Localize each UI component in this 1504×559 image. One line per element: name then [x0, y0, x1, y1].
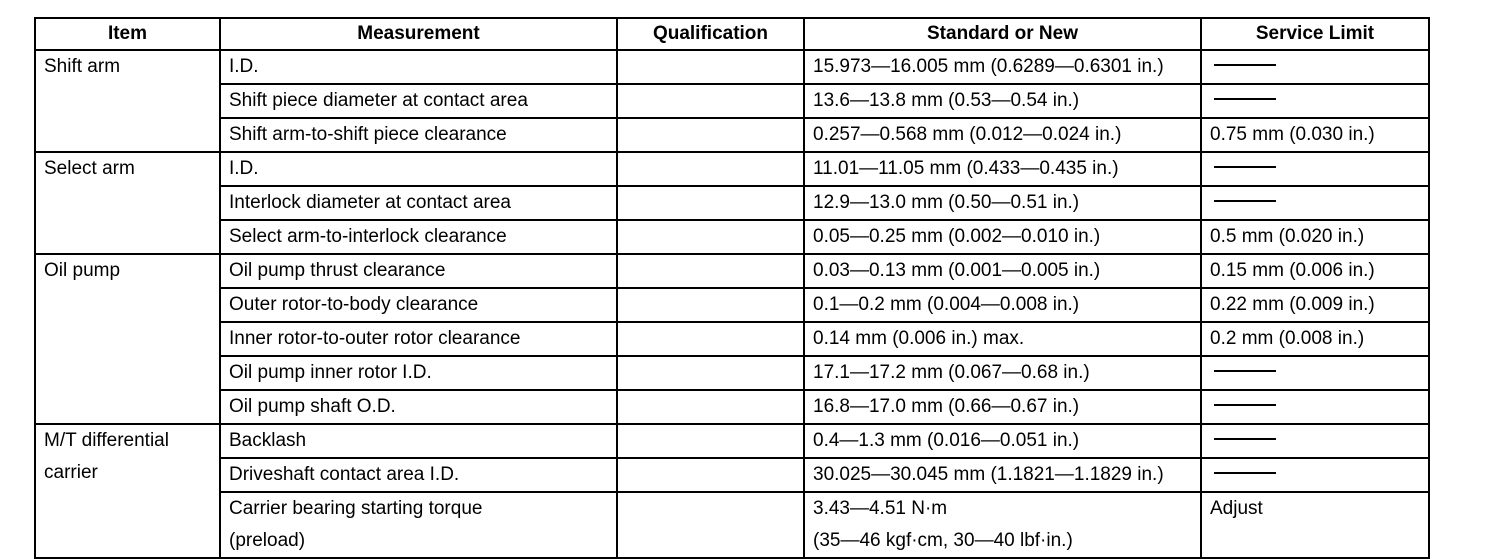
measurement-line1: Carrier bearing starting torque [229, 498, 483, 519]
item-cell-mt-differential [35, 424, 220, 558]
standard-cell: 12.9—13.0 mm (0.50—0.51 in.) [804, 186, 1201, 220]
standard-cell: 13.6—13.8 mm (0.53—0.54 in.) [804, 84, 1201, 118]
table-row [35, 288, 1429, 322]
not-applicable-dash [1214, 98, 1276, 100]
measurement-cell: Oil pump thrust clearance [220, 254, 617, 288]
qualification-cell [617, 424, 804, 458]
not-applicable-dash [1214, 370, 1276, 372]
qualification-cell [617, 458, 804, 492]
table-row [35, 458, 1429, 492]
limit-cell [1201, 50, 1429, 84]
header-measurement: Measurement [220, 18, 617, 50]
measurement-cell [220, 492, 617, 558]
measurement-line2: (preload) [229, 530, 306, 551]
limit-cell [1201, 390, 1429, 424]
limit-cell: 0.15 mm (0.006 in.) [1201, 254, 1429, 288]
qualification-cell [617, 390, 804, 424]
standard-cell: 0.05—0.25 mm (0.002—0.010 in.) [804, 220, 1201, 254]
standard-cell: 11.01—11.05 mm (0.433—0.435 in.) [804, 152, 1201, 186]
standard-line2: (35—46 kgf·cm, 30—40 lbf·in.) [813, 530, 1073, 551]
header-row [35, 18, 1429, 50]
table-row [35, 254, 1429, 288]
table-row [35, 390, 1429, 424]
measurement-cell: I.D. [220, 50, 617, 84]
limit-cell [1201, 356, 1429, 390]
not-applicable-dash [1214, 404, 1276, 406]
table-row [35, 220, 1429, 254]
limit-cell: 0.22 mm (0.009 in.) [1201, 288, 1429, 322]
standard-cell: 17.1—17.2 mm (0.067—0.68 in.) [804, 356, 1201, 390]
table-row [35, 424, 1429, 458]
measurement-cell: Backlash [220, 424, 617, 458]
standard-line1: 3.43—4.51 N·m [813, 498, 948, 519]
specifications-table [34, 17, 1430, 559]
limit-cell [1201, 152, 1429, 186]
qualification-cell [617, 322, 804, 356]
header-service-limit: Service Limit [1201, 18, 1429, 50]
qualification-cell [617, 220, 804, 254]
not-applicable-dash [1214, 472, 1276, 474]
item-label-line2: carrier [44, 462, 98, 483]
qualification-cell [617, 50, 804, 84]
item-cell-oil-pump: Oil pump [35, 254, 220, 424]
standard-cell: 15.973—16.005 mm (0.6289—0.6301 in.) [804, 50, 1201, 84]
standard-cell: 16.8—17.0 mm (0.66—0.67 in.) [804, 390, 1201, 424]
table-row [35, 50, 1429, 84]
qualification-cell [617, 152, 804, 186]
table-row [35, 152, 1429, 186]
standard-cell: 0.03—0.13 mm (0.001—0.005 in.) [804, 254, 1201, 288]
not-applicable-dash [1214, 438, 1276, 440]
not-applicable-dash [1214, 200, 1276, 202]
table-row [35, 118, 1429, 152]
header-standard: Standard or New [804, 18, 1201, 50]
measurement-cell: Oil pump shaft O.D. [220, 390, 617, 424]
not-applicable-dash [1214, 64, 1276, 66]
qualification-cell [617, 186, 804, 220]
table-row [35, 356, 1429, 390]
measurement-cell: Driveshaft contact area I.D. [220, 458, 617, 492]
header-item: Item [35, 18, 220, 50]
standard-cell [804, 492, 1201, 558]
standard-cell: 0.257—0.568 mm (0.012—0.024 in.) [804, 118, 1201, 152]
table-row [35, 322, 1429, 356]
standard-cell: 0.14 mm (0.006 in.) max. [804, 322, 1201, 356]
limit-cell [1201, 84, 1429, 118]
header-qualification: Qualification [617, 18, 804, 50]
measurement-cell: I.D. [220, 152, 617, 186]
limit-cell: 0.75 mm (0.030 in.) [1201, 118, 1429, 152]
item-cell-select-arm: Select arm [35, 152, 220, 254]
standard-cell: 0.1—0.2 mm (0.004—0.008 in.) [804, 288, 1201, 322]
limit-cell: 0.2 mm (0.008 in.) [1201, 322, 1429, 356]
item-cell-shift-arm: Shift arm [35, 50, 220, 152]
qualification-cell [617, 492, 804, 558]
measurement-cell: Shift arm-to-shift piece clearance [220, 118, 617, 152]
limit-cell [1201, 186, 1429, 220]
measurement-cell: Oil pump inner rotor I.D. [220, 356, 617, 390]
table-row [35, 492, 1429, 558]
measurement-cell: Outer rotor-to-body clearance [220, 288, 617, 322]
item-label-line1: M/T differential [44, 430, 169, 451]
limit-cell [1201, 424, 1429, 458]
qualification-cell [617, 288, 804, 322]
measurement-cell: Shift piece diameter at contact area [220, 84, 617, 118]
limit-cell: Adjust [1201, 492, 1429, 558]
qualification-cell [617, 254, 804, 288]
qualification-cell [617, 356, 804, 390]
table-row [35, 186, 1429, 220]
table-row [35, 84, 1429, 118]
measurement-cell: Interlock diameter at contact area [220, 186, 617, 220]
measurement-cell: Select arm-to-interlock clearance [220, 220, 617, 254]
qualification-cell [617, 84, 804, 118]
measurement-cell: Inner rotor-to-outer rotor clearance [220, 322, 617, 356]
limit-cell: 0.5 mm (0.020 in.) [1201, 220, 1429, 254]
limit-cell [1201, 458, 1429, 492]
qualification-cell [617, 118, 804, 152]
standard-cell: 0.4—1.3 mm (0.016—0.051 in.) [804, 424, 1201, 458]
not-applicable-dash [1214, 166, 1276, 168]
standard-cell: 30.025—30.045 mm (1.1821—1.1829 in.) [804, 458, 1201, 492]
